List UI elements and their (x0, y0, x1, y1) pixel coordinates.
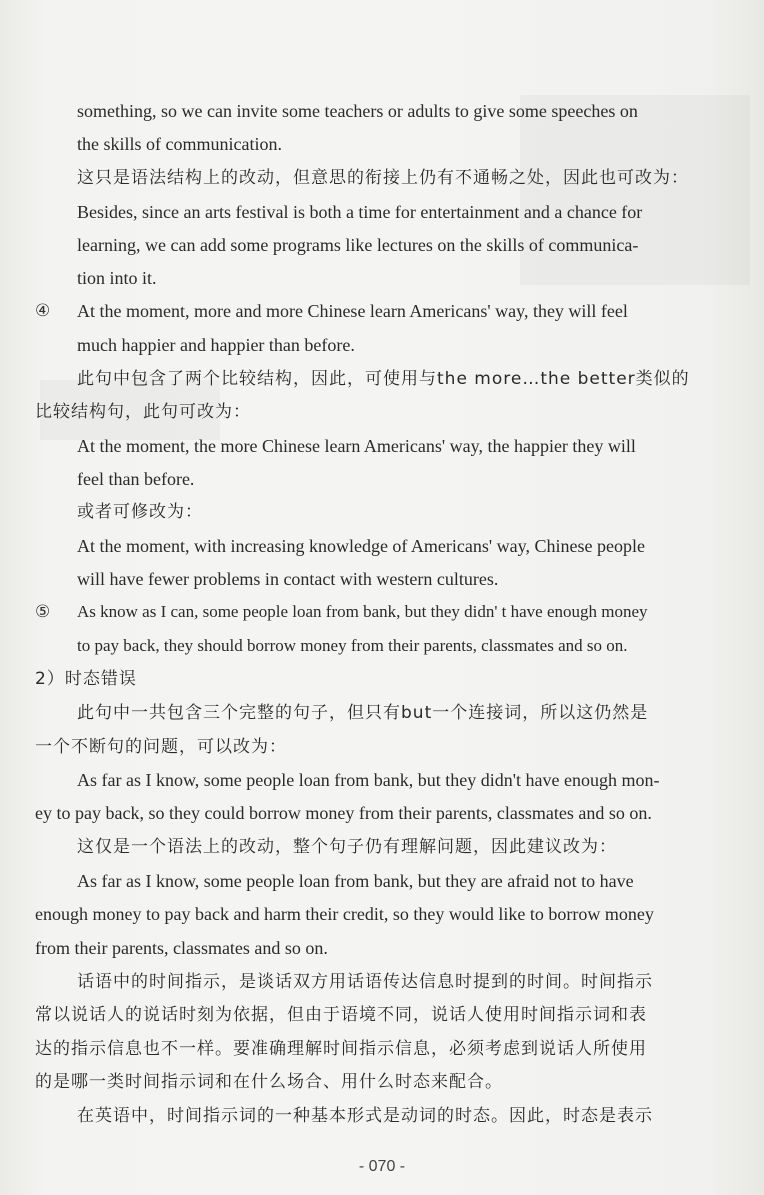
text-line: 比较结构句，此句可改为： (35, 402, 251, 422)
text-line: At the moment, the more Chinese learn Americans' way, the happier they will (77, 436, 636, 456)
text-line: 在英语中，时间指示词的一种基本形式是动词的时态。因此，时态是表示 (77, 1106, 653, 1126)
text-line: from their parents, classmates and so on. (35, 938, 328, 958)
text-line: will have fewer problems in contact with western cultures. (77, 569, 499, 589)
text-line: 常以说话人的说话时刻为依据，但由于语境不同，说话人使用时间指示词和表 (35, 1005, 647, 1025)
item-marker-5: ⑤ (35, 602, 51, 622)
bleed-through-shade (520, 95, 750, 285)
text-line: to pay back, they should borrow money from their parents, classmates and so on. (77, 636, 628, 655)
text-line: 的是哪一类时间指示词和在什么场合、用什么时态来配合。 (35, 1072, 503, 1092)
text-line: feel than before. (77, 469, 195, 489)
text-line: 此句中包含了两个比较结构，因此，可使用与the more…the better类似的 (77, 369, 690, 389)
text-line: 此句中一共包含三个完整的句子，但只有but一个连接词，所以这仍然是 (77, 703, 649, 723)
text-line: learning, we can add some programs like lectures on the skills of communica- (77, 235, 639, 255)
text-line: something, so we can invite some teachers or adults to give some speeches on (77, 101, 638, 121)
text-line: As know as I can, some people loan from bank, but they didn' t have enough money (77, 602, 648, 621)
text-line: At the moment, more and more Chinese learn Americans' way, they will feel (77, 301, 628, 321)
page-number: - 070 - (358, 1158, 406, 1175)
text-line: At the moment, with increasing knowledge of Americans' way, Chinese people (77, 536, 645, 556)
text-line: much happier and happier than before. (77, 335, 355, 355)
text-line: 这仅是一个语法上的改动，整个句子仍有理解问题，因此建议改为： (77, 837, 617, 857)
text-line: 达的指示信息也不一样。要准确理解时间指示信息，必须考虑到说话人所使用 (35, 1039, 647, 1059)
text-line: the skills of communication. (77, 134, 282, 154)
section-heading: 2）时态错误 (35, 669, 137, 689)
text-line: Besides, since an arts festival is both a time for entertainment and a chance for (77, 202, 643, 222)
text-line: 或者可修改为： (77, 502, 203, 522)
text-line: 话语中的时间指示，是谈话双方用话语传达信息时提到的时间。时间指示 (77, 972, 653, 992)
text-line: As far as I know, some people loan from bank, but they didn't have enough mon- (77, 770, 660, 790)
item-marker-4: ④ (35, 301, 51, 321)
text-line: 这只是语法结构上的改动，但意思的衔接上仍有不通畅之处，因此也可改为： (77, 168, 689, 188)
text-line: tion into it. (77, 268, 157, 288)
text-line: 一个不断句的问题，可以改为： (35, 737, 287, 757)
text-line: ey to pay back, so they could borrow money from their parents, classmates and so on. (35, 803, 652, 823)
text-line: enough money to pay back and harm their credit, so they would like to borrow money (35, 904, 654, 924)
text-line: As far as I know, some people loan from bank, but they are afraid not to have (77, 871, 634, 891)
